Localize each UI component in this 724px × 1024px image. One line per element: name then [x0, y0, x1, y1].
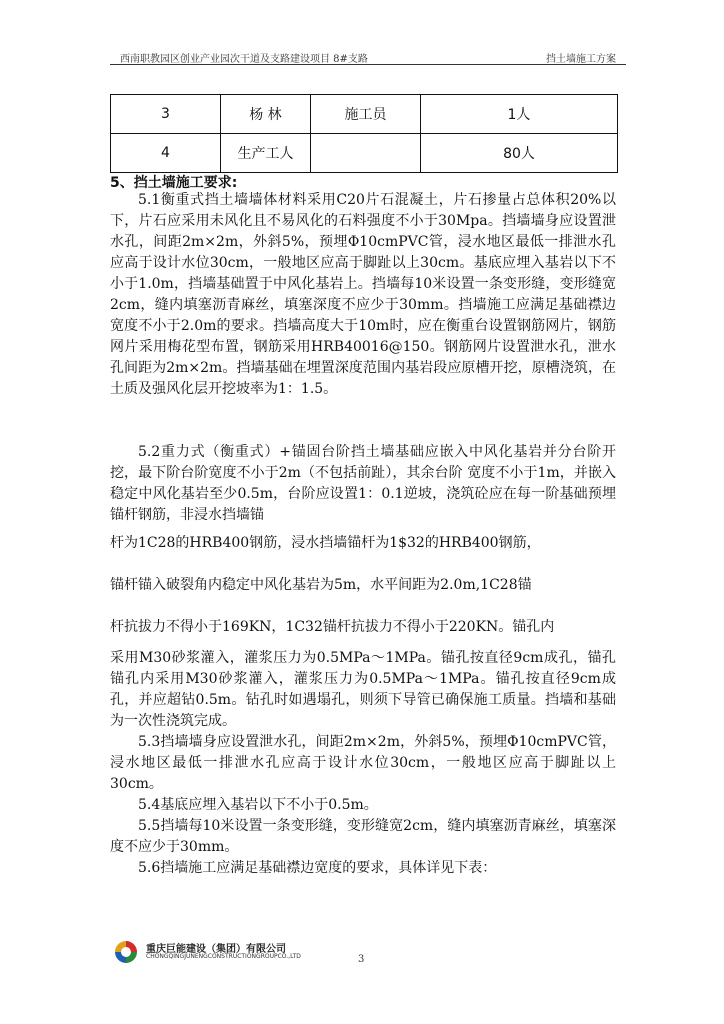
- company-name-cn: 重庆巨能建设（集团）有限公司: [146, 944, 286, 955]
- staff-table: [110, 94, 618, 173]
- header-document-title: 挡土墙施工方案: [546, 54, 616, 65]
- staff-role: [311, 134, 421, 173]
- paragraph-5-4: 5.4基底应埋入基岩以下不小于0.5m。: [138, 797, 378, 813]
- row-number: 4: [111, 134, 221, 173]
- row-number: 3: [111, 95, 221, 134]
- staff-count: 1人: [420, 95, 617, 134]
- paragraph-5-2-line: 杆抗拔力不得小于169KN，1C32锚杆抗拔力不得小于220KN。锚孔内: [110, 619, 555, 635]
- page-number: 3: [358, 954, 365, 965]
- paragraph-5-3: 5.3挡墙墙身应设置泄水孔，间距2m×2m，外斜5%，预埋Φ10cmPVC管，浸水地区最低一排泄水孔应高于设计水位30cm，一般地区应高于脚趾以上30cm。: [110, 734, 616, 792]
- staff-count: 80人: [420, 134, 617, 173]
- table-row: [111, 95, 618, 134]
- paragraph-5-5: 5.5挡墙每10米设置一条变形缝，变形缝宽2cm，缝内填塞沥青麻丝，填塞深度不应少于30mm。: [110, 818, 616, 855]
- paragraph-5-2-tail: 采用M30砂浆灌入，灌浆压力为0.5MPa～1MPa。锚孔按直径9cm成孔，锚孔锚孔内采用M30砂浆灌入，灌浆压力为0.5MPa～1MPa。锚孔按直径9cm成孔，并应超钻0.5m。钻孔时如遇塌孔，则须下导管已确保施工质量。挡墙和基础为一次性浇筑完成。: [110, 650, 616, 729]
- paragraph-5-2-line: 杆为1C28的HRB400钢筋，浸水挡墙锚杆为1$32的HRB400钢筋，: [110, 535, 541, 551]
- staff-role: 施工员: [311, 95, 421, 134]
- paragraph-5-1: 5.1衡重式挡土墙墙体材料采用C20片石混凝土，片石掺量占总体积20%以下，片石应采用未风化且不易风化的石料强度不小于30Mpa。挡墙墙身应设置泄水孔，间距2m×2m，外斜5%，预埋Φ10cmPVC管，浸水地区最低一排泄水孔应高于设计水位30cm，一般地区应高于脚趾以上30cm。基底应埋入基岩以下不小于1.0m，挡墙基础置于中风化基岩上。挡墙每10米设置一条变形缝，变形缝宽2cm，缝内填塞沥青麻丝，填塞深度不应少于30mm。挡墙施工应满足基础襟边宽度不小于2.0m的要求。挡墙高度大于10m时，应在衡重台设置钢筋网片，钢筋网片采用梅花型布置，钢筋采用HRB40016@150。钢筋网片设置泄水孔，泄水孔间距为2m×2m。挡墙基础在埋置深度范围内基岩段应原槽开挖，原槽浇筑，在土质及强风化层开挖坡率为1：1.5。: [110, 192, 616, 397]
- table-row: [111, 134, 618, 173]
- paragraph-5-2-block: [110, 442, 616, 879]
- paragraph-5-2: 5.2重力式（衡重式）+锚固台阶挡土墙基础应嵌入中风化基岩并分台阶开挖，最下阶台阶宽度不小于2m（不包括前趾），其余台阶 宽度不小于1m，并嵌入稳定中风化基岩至少0.5m，台阶应设置1：0.1逆坡，浇筑砼应在每一阶基础预埋锚杆钢筋，非浸水挡墙锚: [110, 444, 616, 523]
- company-logo-icon: [114, 940, 138, 964]
- staff-name: 杨 林: [220, 95, 310, 134]
- staff-name: 生产工人: [220, 134, 310, 173]
- section-title: 5、挡土墙施工要求:: [110, 175, 238, 191]
- paragraph-5-6: 5.6挡墙施工应满足基础襟边宽度的要求，具体详见下表：: [138, 860, 497, 876]
- header-project-name: 西南职教园区创业产业园次干道及支路建设项目 8#支路: [120, 54, 368, 65]
- paragraph-5-2-line: 锚杆锚入破裂角内稳定中风化基岩为5m，水平间距为2.0m,1C28锚: [110, 577, 532, 593]
- company-name-en: CHONGQINGJUNENGCONSTRUCTIONGROUPCO.,LTD: [146, 953, 301, 960]
- page-header: [110, 50, 626, 65]
- page-footer: [114, 938, 414, 968]
